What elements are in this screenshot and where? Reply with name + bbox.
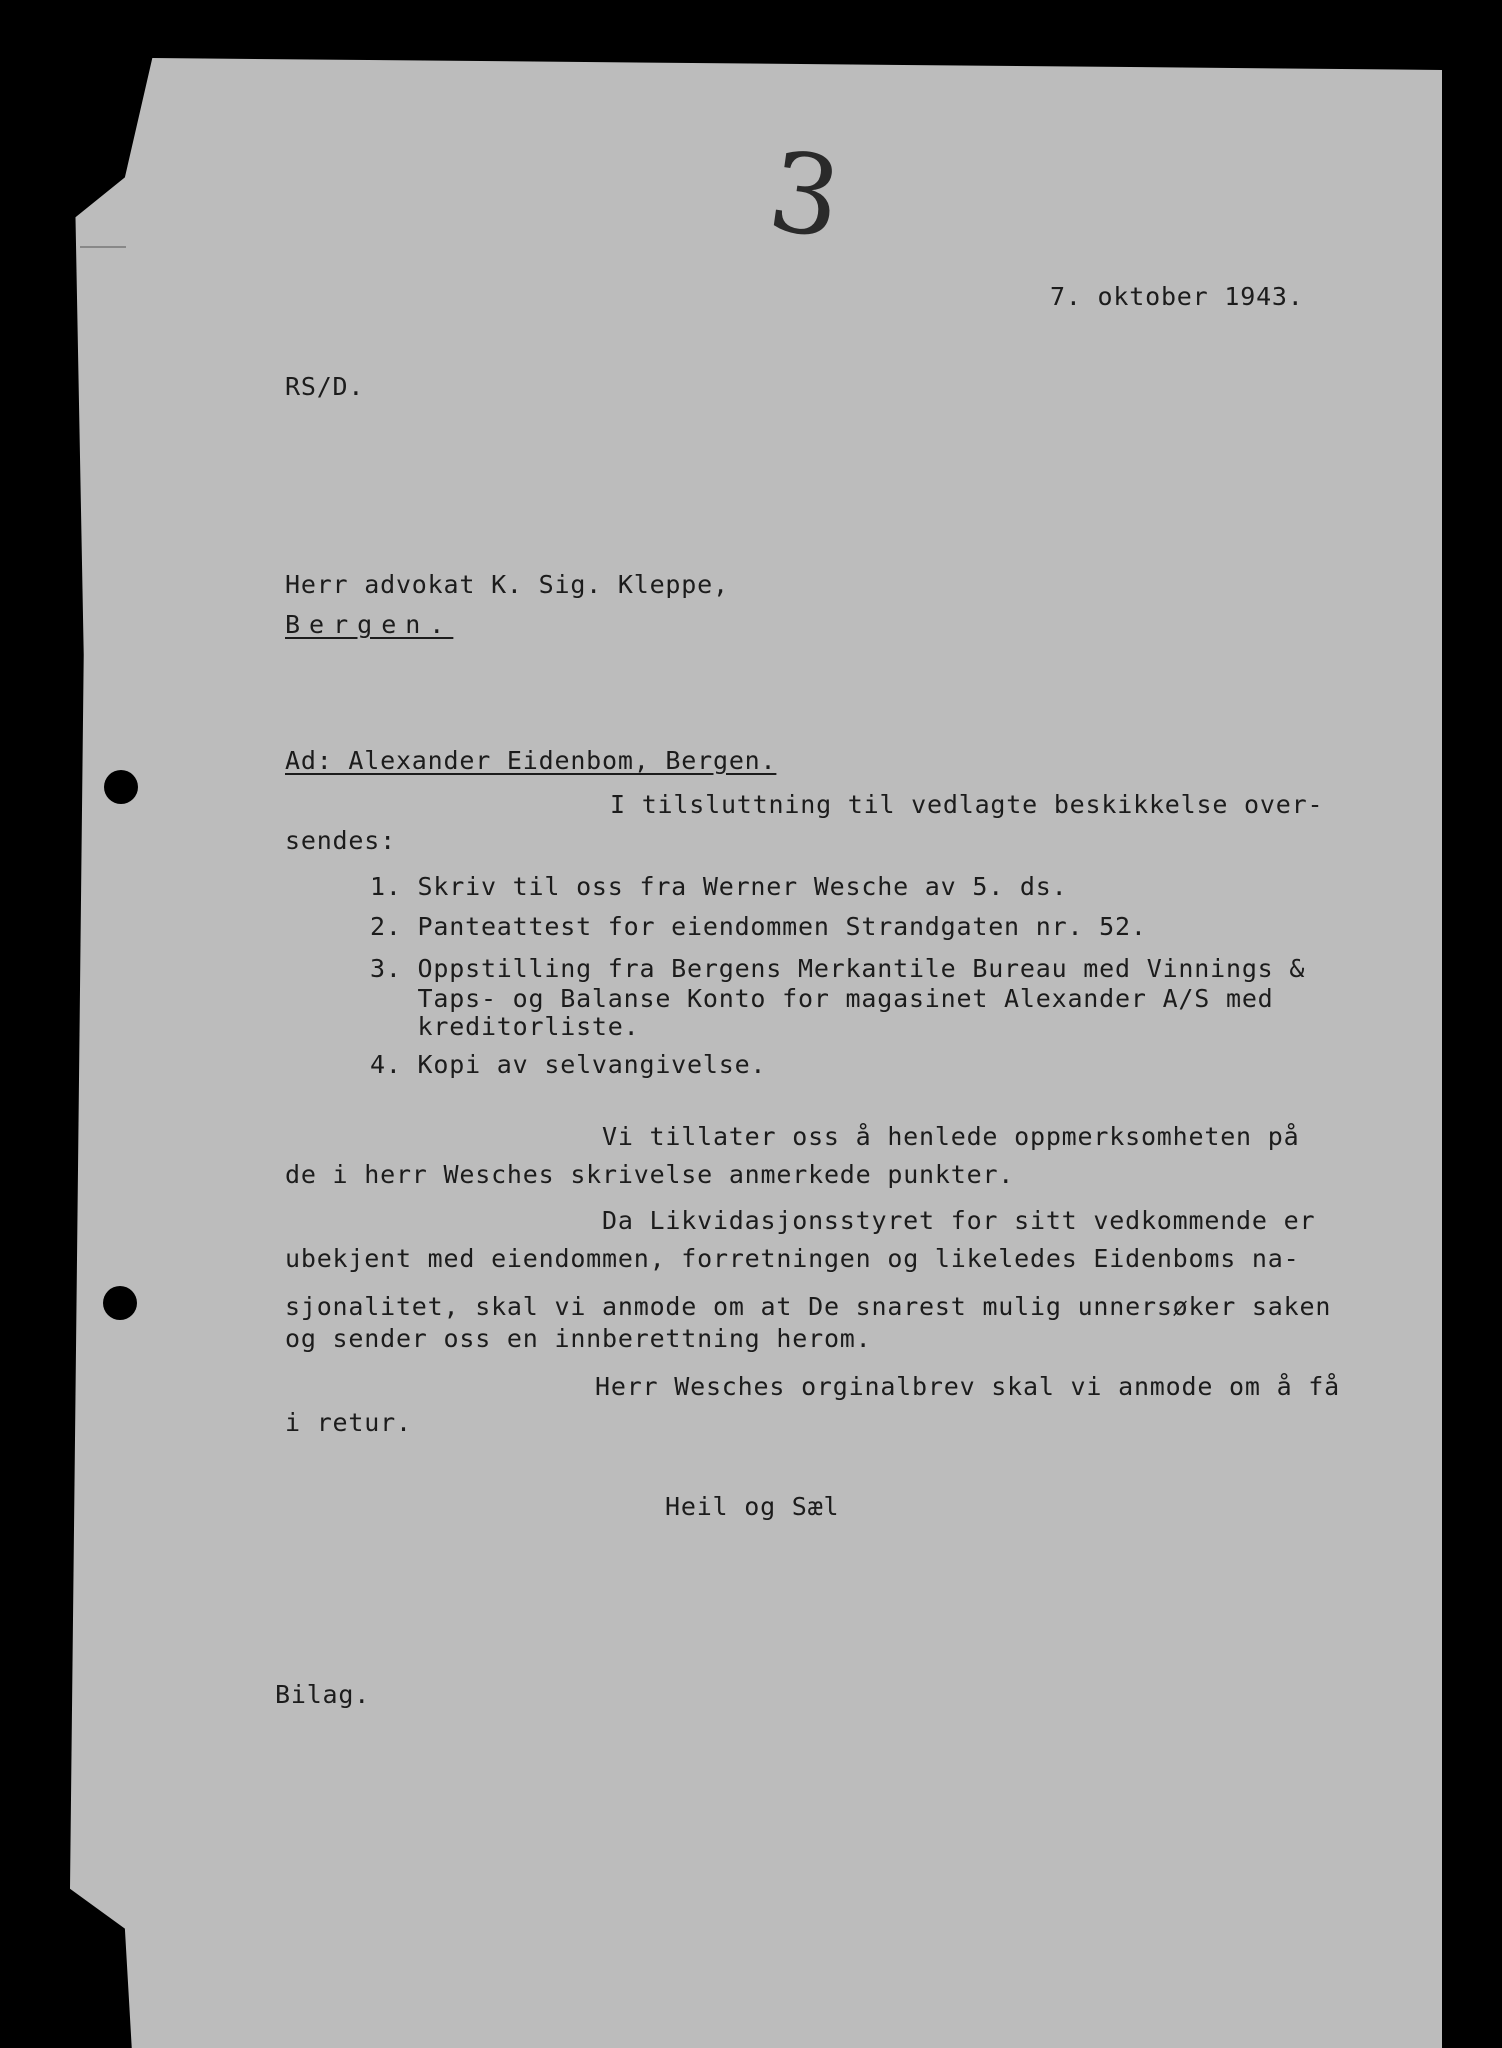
subject-line: Ad: Alexander Eidenbom, Bergen.: [285, 746, 777, 775]
paragraph-line: de i herr Wesches skrivelse anmerkede punkter.: [285, 1160, 1015, 1189]
attachment-note: Bilag.: [275, 1680, 371, 1709]
intro-line-1: I tilsluttning til vedlagte beskikkelse over-: [610, 790, 1324, 819]
paragraph-line: og sender oss en innberettning herom.: [285, 1324, 872, 1353]
enclosure-item: 1. Skriv til oss fra Werner Wesche av 5. ds.: [370, 872, 1068, 901]
closing-salutation: Heil og Sæl: [665, 1492, 840, 1521]
paragraph-line: ubekjent med eiendommen, forretningen og likeledes Eidenboms na-: [285, 1244, 1300, 1273]
paragraph-line: Herr Wesches orginalbrev skal vi anmode om å få: [595, 1372, 1341, 1401]
enclosure-item: 2. Panteattest for eiendommen Strandgaten nr. 52.: [370, 912, 1147, 941]
reference-code: RS/D.: [285, 372, 365, 401]
enclosure-item: Taps- og Balanse Konto for magasinet Alexander A/S med: [370, 984, 1274, 1013]
recipient-city: Bergen.: [285, 610, 454, 639]
enclosure-item: 3. Oppstilling fra Bergens Merkantile Bureau med Vinnings &: [370, 954, 1306, 983]
letter-date: 7. oktober 1943.: [1050, 282, 1304, 311]
paragraph-line: sjonalitet, skal vi anmode om at De snarest mulig unnersøker saken: [285, 1292, 1332, 1321]
enclosure-item: 4. Kopi av selvangivelse.: [370, 1050, 767, 1079]
paragraph-line: i retur.: [285, 1408, 412, 1437]
paragraph-line: Vi tillater oss å henlede oppmerksomheten på: [602, 1122, 1300, 1151]
paragraph-line: Da Likvidasjonsstyret for sitt vedkommende er: [602, 1206, 1316, 1235]
archive-number-mark: 3: [761, 126, 849, 264]
intro-line-2: sendes:: [285, 826, 396, 855]
enclosure-item: kreditorliste.: [370, 1012, 640, 1041]
recipient-name: Herr advokat K. Sig. Kleppe,: [285, 570, 729, 599]
